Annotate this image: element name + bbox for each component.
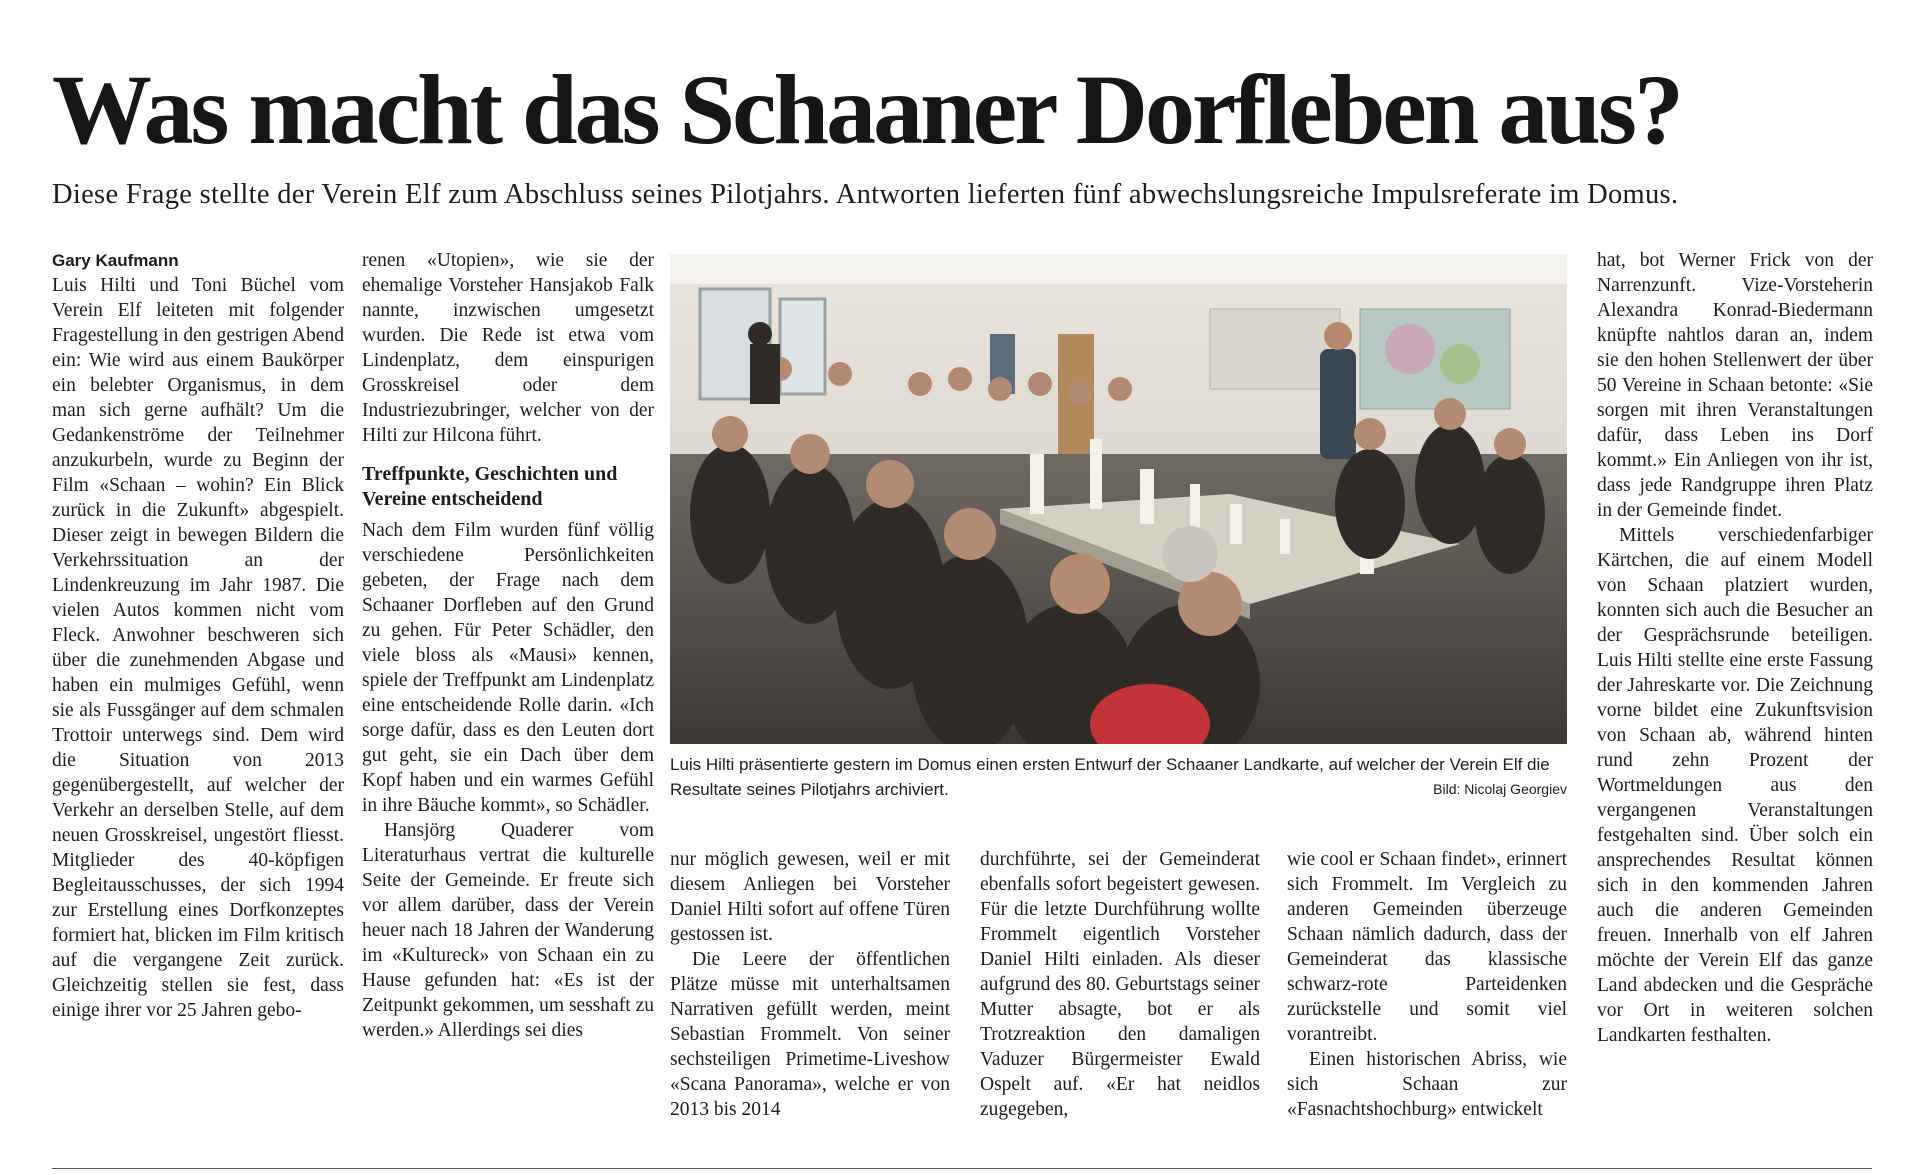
paragraph: Einen historischen Abriss, wie sich Schaan zur «Fasnachtshochburg» entwickelt (1287, 1049, 1567, 1120)
paragraph: Hansjörg Quaderer vom Literaturhaus vertrat die kulturelle Seite der Gemeinde. Er freute sich vor allem darüber, dass der Verein heuer nach 18 Jahren der Wanderung im «Kultureck» von Schaan ein zu Hause gefunden hat: «Es ist der Zeitpunkt gekommen, um sesshaft zu werden.» Allerdings sei dies (362, 820, 654, 1041)
photo-caption (670, 752, 1567, 802)
column-3 (670, 847, 950, 1122)
photo-illustration (670, 254, 1567, 744)
author-byline: Gary Kaufmann (52, 251, 179, 270)
column-1 (52, 248, 344, 1023)
paragraph: Die Leere der öffentlichen Plätze müsse mit unterhaltsamen Narrativen gefüllt werden, meint Sebastian Frommelt. Von seiner sechsteiligen Primetime-Liveshow «Scana Panorama», welche er von 2013 bis 2014 (670, 949, 950, 1120)
paragraph: renen «Utopien», wie sie der ehemalige Vorsteher Hansjakob Falk nannte, inzwischen umgesetzt wurden. Die Rede ist etwa vom Lindenplatz, dem einspurigen Grosskreisel oder dem Industriezubringer, welcher von der Hilti zur Hilcona führt. (362, 250, 654, 446)
column-6 (1597, 248, 1873, 1048)
column-5 (1287, 847, 1567, 1122)
paragraph: nur möglich gewesen, weil er mit diesem Anliegen bei Vorsteher Daniel Hilti sofort auf offene Türen gestossen ist. (670, 849, 950, 945)
paragraph: Luis Hilti und Toni Büchel vom Verein Elf leiteten mit folgender Fragestellung in den gestrigen Abend ein: Wie wird aus einem Baukörper ein belebter Organismus, in dem man sich gerne aufhält? Um die Gedankenströme der Teilnehmer anzukurbeln, wurde zu Beginn der Film «Schaan – wohin? Ein Blick zurück in die Zukunft» abgespielt. Dieser zeigt in bewegen Bildern die Verkehrssituation an der Lindenkreuzung im Jahr 1987. Die vielen Autos kommen nicht vom Fleck. Anwohner beschweren sich über die zunehmenden Abgase und haben ein mulmiges Gefühl, wenn sie als Fussgänger auf dem schmalen Trottoir unterwegs sind. Dem wird die Situation von 2013 gegenübergestellt, auf welcher der Verkehr an derselben Stelle, auf dem neuen Grosskreisel, ungestört fliesst. Mitglieder des 40-köpfigen Begleitausschusses, der sich 1994 zur Erstellung eines Dorfkonzeptes formiert hat, blicken im Film kritisch auf die vergangene Zeit zurück. Gleichzeitig stellen sie fest, dass einige ihrer vor 25 Jahren gebo- (52, 275, 344, 1021)
paragraph: Mittels verschiedenfarbiger Kärtchen, die auf einem Modell von Schaan platziert wurden, konnten sich auch die Besucher an der Gesprächsrunde beteiligen. Luis Hilti stellte eine erste Fassung der Jahreskarte vor. Die Zeichnung vorne bildet eine Zukunftsvision von Schaan ab, während hinten rund zehn Prozent der Wortmeldungen aus den vergangenen Veranstaltungen festgehalten sind. Über solch ein ansprechendes Resultat können sich in den kommenden Jahren auch die anderen Gemeinden freuen. Innerhalb von elf Jahren möchte der Verein Elf das ganze Land abdecken und die Gespräche vor Ort in weiteren solchen Landkarten festhalten. (1597, 525, 1873, 1046)
section-subtitle: Treffpunkte, Geschichten und Vereine entscheidend (362, 463, 618, 510)
bottom-rule (52, 1168, 1872, 1169)
event-photo (670, 254, 1567, 744)
paragraph: Nach dem Film wurden fünf völlig verschiedene Persönlichkeiten gebeten, der Frage nach dem Schaaner Dorfleben auf den Grund zu gehen. Für Peter Schädler, den viele bloss als «Mausi» kennen, spiele der Treffpunkt am Lindenplatz eine entscheidende Rolle darin. «Ich sorge dafür, dass es den Leuten dort gut geht, sie ein Dach über dem Kopf haben und ein warmes Gefühl in ihre Bäuche kommt», so Schädler. (362, 520, 654, 816)
subheadline: Diese Frage stellte der Verein Elf zum Abschluss seines Pilotjahrs. Antworten lieferten fünf abwechslungsreiche Impulsreferate im Domus. (52, 179, 1679, 210)
caption-text: Luis Hilti präsentierte gestern im Domus einen ersten Entwurf der Schaaner Landkarte, auf welcher der Verein Elf die Resultate seines Pilotjahrs archiviert. (670, 755, 1550, 799)
paragraph: hat, bot Werner Frick von der Narrenzunft. Vize-Vorsteherin Alexandra Konrad-Biedermann knüpfte nahtlos daran an, indem sie den hohen Stellenwert der über 50 Vereine in Schaan betonte: «Sie sorgen mit ihren Veranstaltungen dafür, dass Leben ins Dorf kommt.» Ein Anliegen von ihr ist, dass jede Randgruppe ihren Platz in der Gemeinde findet. (1597, 250, 1873, 521)
column-2 (362, 248, 654, 1043)
column-4 (980, 847, 1260, 1122)
headline: Was macht das Schaaner Dorfleben aus? (52, 54, 1681, 165)
photo-credit: Bild: Nicolaj Georgiev (1433, 781, 1567, 797)
paragraph: durchführte, sei der Gemeinderat ebenfalls sofort begeistert gewesen. Für die letzte Durchführung wollte Frommelt eigentlich Vorsteher Daniel Hilti einladen. Als dieser aufgrund des 80. Geburtstags seiner Mutter absagte, bot er als Trotzreaktion den damaligen Vaduzer Bürgermeister Ewald Ospelt auf. «Er hat neidlos zugegeben, (980, 849, 1260, 1120)
paragraph: wie cool er Schaan findet», erinnert sich Frommelt. Im Vergleich zu anderen Gemeinden überzeuge Schaan nämlich dadurch, dass der Gemeinderat das klassische schwarz-rote Parteidenken zurückstelle und somit viel vorantreibt. (1287, 849, 1567, 1045)
